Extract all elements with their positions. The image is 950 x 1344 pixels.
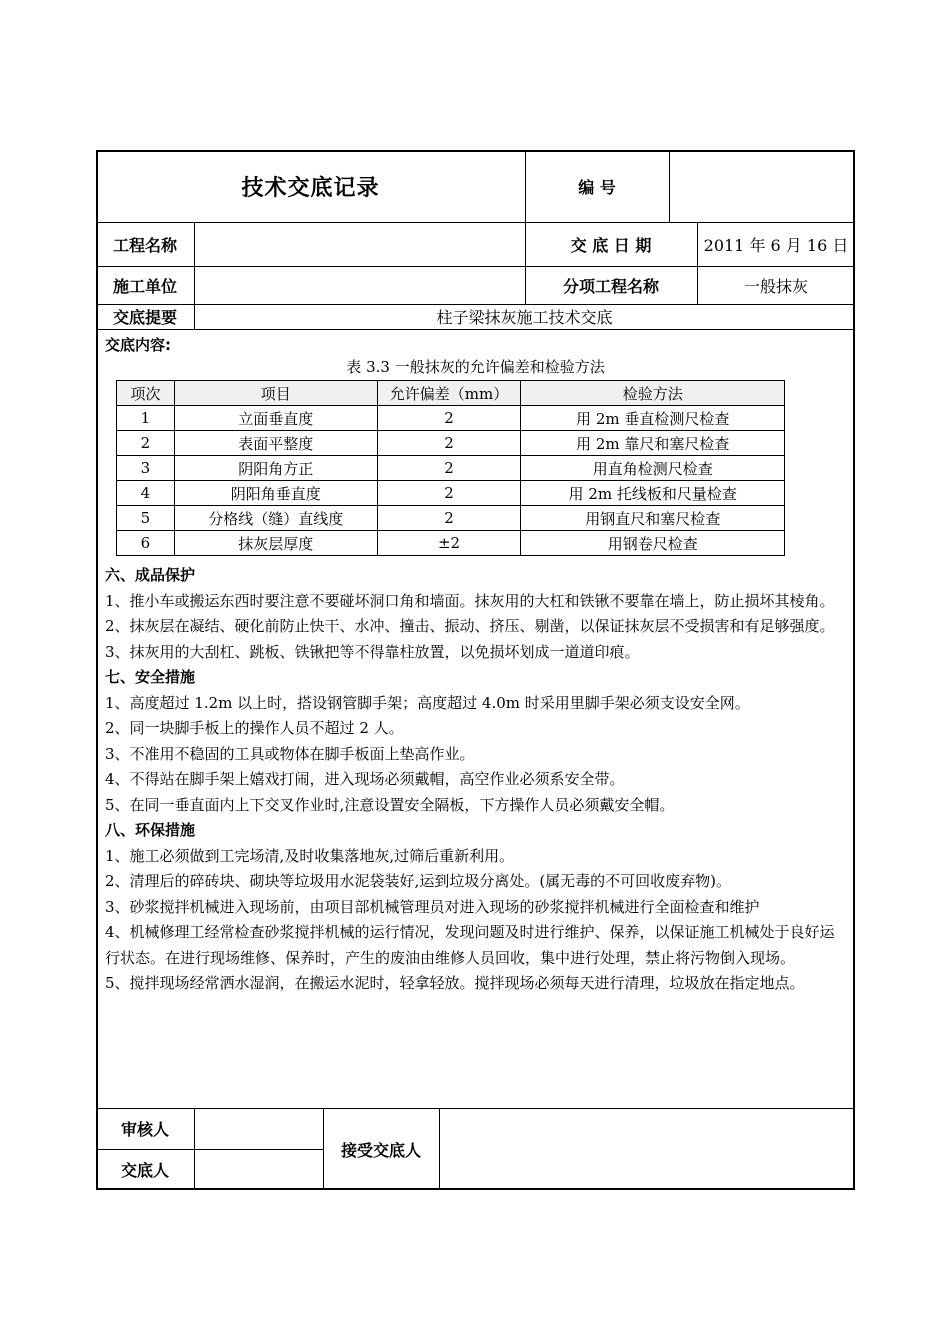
table-cell: 表面平整度: [174, 431, 377, 456]
section-heading: 七、安全措施: [105, 668, 196, 686]
reviewer-label: 审核人: [120, 1120, 169, 1139]
section-item: 1、推小车或搬运东西时要注意不要碰坏洞口角和墙面。抹灰用的大杠和铁锹不要靠在墙上，防止损坏其棱角。: [105, 591, 835, 610]
table-cell: 2: [117, 431, 175, 456]
column-header: 允许偏差（mm）: [377, 381, 521, 406]
table-row: [117, 481, 785, 506]
table-cell: ±2: [377, 531, 521, 556]
table-cell: 分格线（缝）直线度: [174, 506, 377, 531]
discloser-field[interactable]: [194, 1149, 323, 1190]
summary-label: 交底提要: [112, 308, 177, 327]
summary-field[interactable]: 柱子梁抹灰施工技术交底: [436, 308, 613, 327]
project-name-label: 工程名称: [112, 235, 177, 255]
tolerance-table: [116, 380, 785, 556]
reviewer-field[interactable]: [194, 1108, 323, 1149]
section-item: 1、施工必须做到工完场清,及时收集落地灰,过筛后重新利用。: [105, 846, 515, 865]
column-header: 项目: [174, 381, 377, 406]
receiver-field[interactable]: [439, 1108, 855, 1190]
table-cell: 阴阳角方正: [174, 456, 377, 481]
table-row: [117, 406, 785, 431]
unit-label: 施工单位: [112, 276, 177, 296]
section-item: 4、机械修理工经常检查砂浆搅拌机械的运行情况，发现问题及时进行维护、保养，以保证施工机械处于良好运行状态。在进行现场维修、保养时，产生的废油由维修人员回收，集中进行处理，禁止将污物倒入现场。: [105, 923, 835, 967]
table-cell: 阴阳角垂直度: [174, 481, 377, 506]
discloser-label: 交底人: [120, 1161, 169, 1180]
table-row: [117, 456, 785, 481]
section-item: 2、同一块脚手板上的操作人员不超过 2 人。: [105, 719, 404, 737]
receiver-label: 接受交底人: [340, 1140, 421, 1160]
table-cell: 用 2m 托线板和尺量检查: [521, 481, 785, 506]
table-cell: 2: [377, 431, 521, 456]
section-item: 2、清理后的碎砖块、砌块等垃圾用水泥袋装好,运到垃圾分离处。(属无毒的不可回收废弃物)。: [105, 872, 732, 890]
section-item: 1、高度超过 1.2m 以上时，搭设钢管脚手架；高度超过 4.0m 时采用里脚手架必须支设安全网。: [105, 693, 750, 712]
subproject-field[interactable]: 一般抹灰: [743, 276, 808, 296]
content-label: 交底内容:: [105, 336, 171, 354]
section-item: 4、不得站在脚手架上嬉戏打闹，进入现场必须戴帽，高空作业必须系安全带。: [105, 770, 625, 788]
table-cell: 立面垂直度: [174, 406, 377, 431]
disclosure-body: [105, 563, 847, 997]
table-cell: 1: [117, 406, 175, 431]
subproject-label: 分项工程名称: [562, 276, 659, 296]
content-area: [105, 333, 847, 358]
table-cell: 用 2m 垂直检测尺检查: [521, 406, 785, 431]
section-item: 3、砂浆搅拌机械进入现场前，由项目部机械管理员对进入现场的砂浆搅拌机械进行全面检查和维护: [105, 897, 760, 916]
table-cell: 用钢直尺和塞尺检查: [521, 506, 785, 531]
date-field[interactable]: 2011 年 6 月 16 日: [703, 235, 849, 255]
section-heading: 六、成品保护: [105, 566, 196, 584]
project-name-field[interactable]: [194, 222, 525, 266]
section-heading: 八、环保措施: [105, 821, 196, 839]
table-cell: 用 2m 靠尺和塞尺检查: [521, 431, 785, 456]
table-cell: 2: [377, 456, 521, 481]
number-field[interactable]: [669, 150, 855, 222]
column-header: 项次: [117, 381, 175, 406]
table-cell: 2: [377, 506, 521, 531]
divider: [96, 329, 855, 330]
section-item: 3、抹灰用的大刮杠、跳板、铁锹把等不得靠柱放置，以免损坏划成一道道印痕。: [105, 642, 640, 661]
number-label: 编 号: [578, 177, 616, 197]
table-cell: 3: [117, 456, 175, 481]
page-title: 技术交底记录: [241, 175, 380, 201]
table-caption: 表 3.3 一般抹灰的允许偏差和检验方法: [346, 358, 605, 376]
table-cell: 6: [117, 531, 175, 556]
table-cell: 2: [377, 406, 521, 431]
date-label: 交 底 日 期: [570, 235, 652, 255]
table-row: [117, 531, 785, 556]
table-row: [117, 431, 785, 456]
section-item: 5、在同一垂直面内上下交叉作业时,注意设置安全隔板，下方操作人员必须戴安全帽。: [105, 795, 675, 814]
unit-field[interactable]: [194, 266, 525, 304]
table-cell: 4: [117, 481, 175, 506]
table-cell: 2: [377, 481, 521, 506]
table-row: [117, 506, 785, 531]
table-cell: 抹灰层厚度: [174, 531, 377, 556]
section-item: 3、不准用不稳固的工具或物体在脚手板面上垫高作业。: [105, 744, 475, 763]
table-cell: 用直角检测尺检查: [521, 456, 785, 481]
table-header-row: [117, 381, 785, 406]
table-cell: 用钢卷尺检查: [521, 531, 785, 556]
column-header: 检验方法: [521, 381, 785, 406]
section-item: 5、搅拌现场经常洒水湿润，在搬运水泥时，轻拿轻放。搅拌现场必须每天进行清理，垃圾放在指定地点。: [105, 974, 805, 992]
section-item: 2、抹灰层在凝结、硬化前防止快干、水冲、撞击、振动、挤压、剔凿，以保证抹灰层不受损害和有足够强度。: [105, 617, 835, 635]
table-cell: 5: [117, 506, 175, 531]
